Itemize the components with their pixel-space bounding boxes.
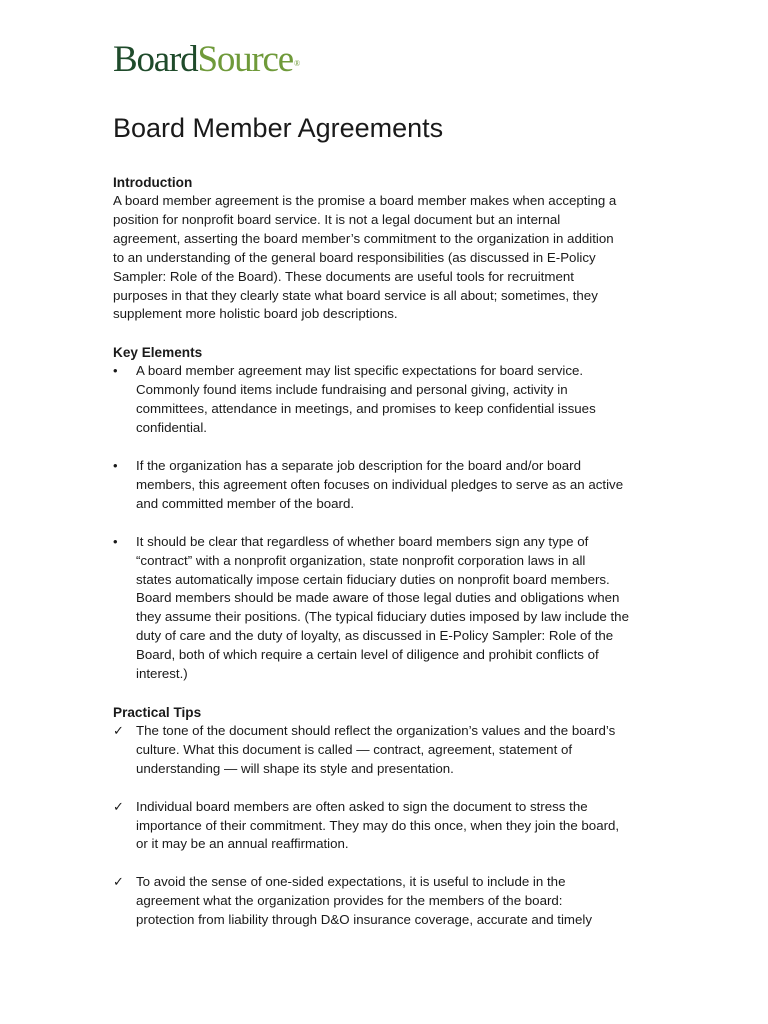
logo-trademark: ® [293, 59, 301, 68]
text-line: importance of their commitment. They may do this once, when they join the board, [136, 817, 620, 833]
text-line: The tone of the document should reflect the organization’s values and the board’s [136, 722, 616, 738]
introduction-paragraph [113, 192, 658, 324]
list-item [113, 457, 658, 514]
logo-board-text: Board [113, 39, 198, 80]
checkmark-icon: ✓ [113, 874, 124, 890]
document-title: Board Member Agreements [113, 113, 444, 143]
key-elements-section [113, 343, 658, 684]
text-line: Individual board members are often asked to sign the document to stress the [136, 798, 588, 814]
text-line: agreement what the organization provides for the members of the board: [136, 893, 563, 909]
bullet-icon: • [113, 457, 118, 473]
text-line: Commonly found items include fundraising and personal giving, activity in [136, 382, 568, 398]
text-line: position for nonprofit board service. It is not a legal document but an internal [113, 211, 561, 227]
section-spacer [113, 684, 658, 703]
list-item [113, 362, 658, 438]
text-line: To avoid the sense of one-sided expectations, it is useful to include in the [136, 874, 566, 890]
text-line: duty of care and the duty of loyalty, as discussed in E-Policy Sampler: Role of the [136, 628, 614, 644]
text-line: “contract” with a nonprofit organization, state nonprofit corporation laws in all [136, 552, 586, 568]
practical-tips-heading: Practical Tips [113, 704, 202, 720]
text-line: confidential. [136, 420, 207, 436]
text-line: committees, attendance in meetings, and promises to keep confidential issues [136, 401, 596, 417]
text-line: interest.) [136, 666, 188, 682]
document-body [113, 173, 658, 930]
text-line: and committed member of the board. [136, 495, 355, 511]
introduction-section [113, 173, 658, 324]
checkmark-icon: ✓ [113, 798, 124, 814]
text-line: A board member agreement is the promise a board member makes when accepting a [113, 193, 617, 208]
list-item [113, 533, 658, 684]
key-elements-heading: Key Elements [113, 345, 203, 361]
list-item [113, 722, 658, 779]
practical-tips-section [113, 703, 658, 930]
bullet-icon: • [113, 363, 118, 379]
text-line: purposes in that they clearly state what board service is all about; sometimes, they [113, 287, 598, 303]
text-line: to an understanding of the general board responsibilities (as discussed in E-Policy [113, 249, 596, 265]
text-line: they assume their positions. (The typical fiduciary duties imposed by law include the [136, 609, 629, 625]
text-line: culture. What this document is called — contract, agreement, statement of [136, 741, 573, 757]
text-line: or it may be an annual reaffirmation. [136, 836, 349, 852]
text-line: Sampler: Role of the Board). These documents are useful tools for recruitment [113, 268, 574, 284]
text-line: A board member agreement may list specific expectations for board service. [136, 363, 584, 379]
text-line: supplement more holistic board job descriptions. [113, 306, 398, 322]
text-line: states automatically impose certain fiduciary duties on nonprofit board members. [136, 571, 610, 587]
boardsource-logo [113, 40, 299, 80]
list-item [113, 798, 658, 855]
text-line: protection from liability through D&O insurance coverage, accurate and timely [136, 912, 593, 928]
section-spacer [113, 324, 658, 343]
text-line: Board, both of which require a certain level of diligence and prohibit conflicts of [136, 647, 599, 663]
text-line: Board members should be made aware of those legal duties and obligations when [136, 590, 620, 606]
key-elements-list [113, 362, 658, 684]
bullet-icon: • [113, 533, 118, 549]
logo-source-text: Source [197, 39, 293, 80]
text-line: It should be clear that regardless of whether board members sign any type of [136, 533, 589, 549]
text-line: understanding — will shape its style and presentation. [136, 760, 454, 776]
list-item [113, 873, 658, 930]
text-line: If the organization has a separate job description for the board and/or board [136, 457, 581, 473]
practical-tips-list [113, 722, 658, 930]
checkmark-icon: ✓ [113, 722, 124, 738]
introduction-heading: Introduction [113, 175, 193, 190]
text-line: agreement, asserting the board member’s commitment to the organization in addition [113, 230, 614, 246]
text-line: members, this agreement often focuses on individual pledges to serve as an active [136, 476, 624, 492]
